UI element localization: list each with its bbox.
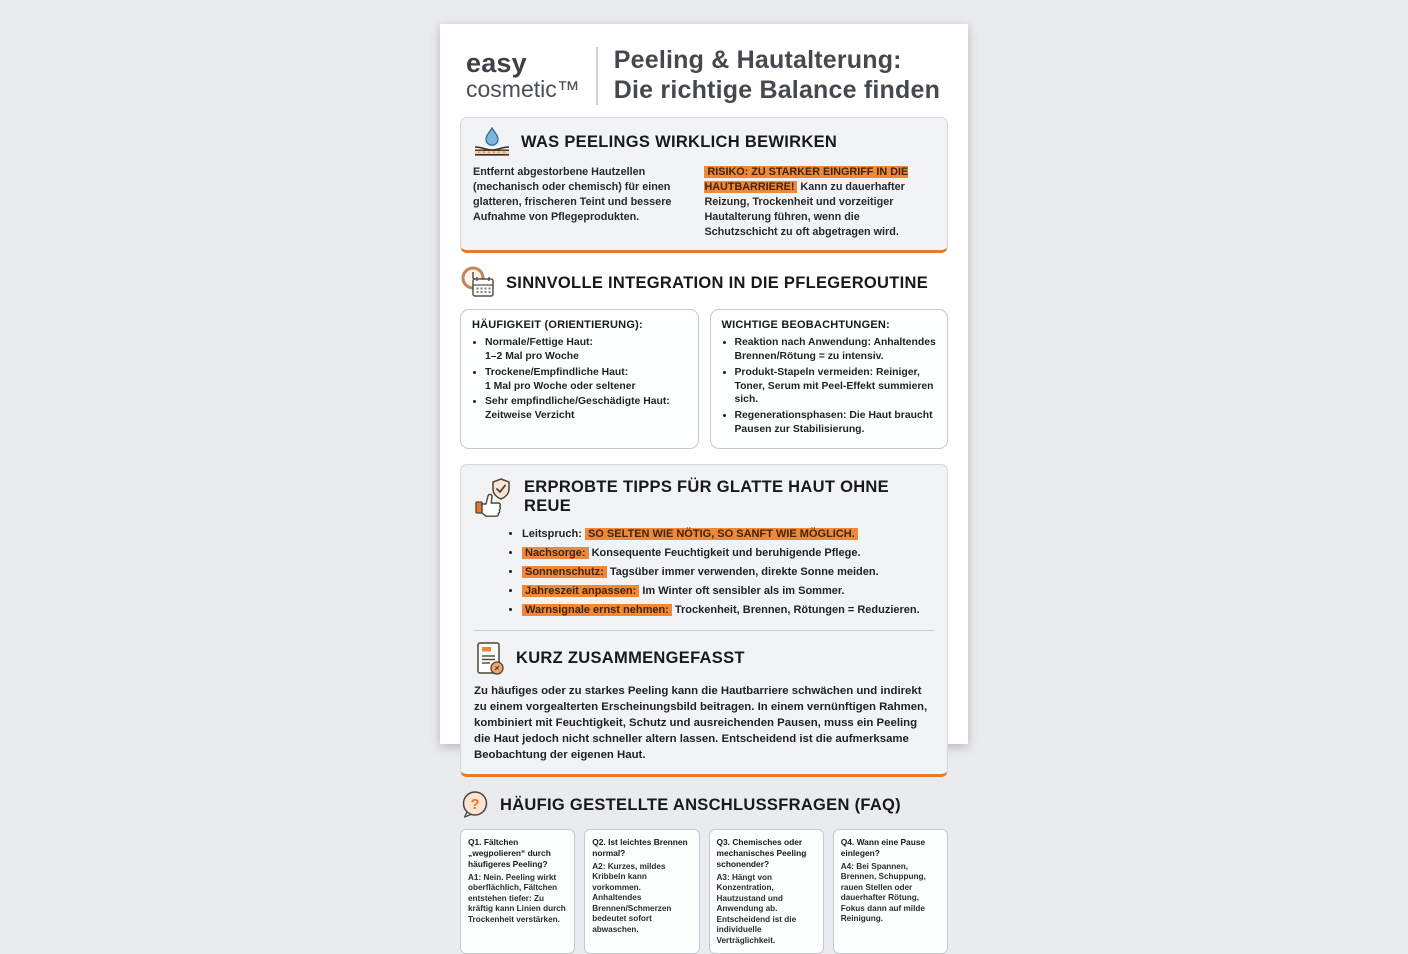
risk-highlight: RISIKO: ZU STARKER EINGRIFF IN DIE HAUTBARRIERE! <box>704 166 909 193</box>
list-item: • Sehr empfindliche/Geschädigte Haut: Zeitweise Verzicht <box>485 395 687 422</box>
faq-question: Q4. Wann eine Pause einlegen? <box>840 837 926 859</box>
faq-question: Q1. Fältchen „wegpolieren“ durch häufigeres Peeling? <box>468 837 551 869</box>
section-divider <box>474 630 934 631</box>
faq-card-3 <box>709 829 824 954</box>
section-effects-title: WAS PEELINGS WIRKLICH BEWIRKEN <box>521 132 838 151</box>
list-item: • Warnsignale ernst nehmen: Trockenheit, Brennen, Rötungen = Reduzieren. <box>522 603 934 619</box>
section-effects-header <box>473 127 935 157</box>
faq-answer: A2: Kurzes, mildes Kribbeln kann vorkommen. Anhaltendes Brennen/Schmerzen bedeutet sofort abwaschen. <box>592 861 672 934</box>
tips-list <box>522 527 934 619</box>
brand-name-top: easy <box>466 48 527 78</box>
page-title <box>614 46 940 105</box>
thumbs-up-shield-icon <box>474 476 514 518</box>
section-faq-title: HÄUFIG GESTELLTE ANSCHLUSSFRAGEN (FAQ) <box>500 795 901 814</box>
brand-name-bottom: cosmetic™ <box>466 75 580 102</box>
effects-benefit-text: Entfernt abgestorbene Hautzellen (mechanisch oder chemisch) für einen glatteren, frischeren Teint und bessere Aufnahme von Pflegeprodukten. <box>473 166 672 223</box>
faq-question: Q2. Ist leichtes Brennen normal? <box>592 837 688 859</box>
infographic-card <box>440 24 968 945</box>
brand-logo <box>466 50 580 101</box>
observations-box <box>710 309 949 448</box>
frequency-box-title: HÄUFIGKEIT (ORIENTIERUNG): <box>472 319 643 332</box>
section-effects <box>460 117 948 253</box>
faq-card-4 <box>833 829 948 954</box>
question-bubble-icon <box>460 790 490 820</box>
faq-answer: A1: Nein. Peeling wirkt oberflächlich, Fältchen entstehen tiefer: Zu kräftig kann Linien durch Trockenheit verstärken. <box>468 872 566 924</box>
observations-box-title: WICHTIGE BEOBACHTUNGEN: <box>721 319 890 332</box>
section-routine-header <box>460 266 948 300</box>
faq-card-1 <box>460 829 575 954</box>
clock-calendar-icon <box>460 266 496 300</box>
faq-card-2 <box>584 829 699 954</box>
frequency-box <box>460 309 699 448</box>
section-faq <box>460 790 948 954</box>
water-drop-skin-layers-icon <box>473 127 511 157</box>
page-title-line1: Peeling & Hautalterung: <box>613 46 902 74</box>
document-note-icon <box>474 641 506 677</box>
header-divider <box>596 47 598 105</box>
list-item: • Normale/Fettige Haut: 1–2 Mal pro Woche <box>485 336 687 363</box>
list-item: • Regenerationsphasen: Die Haut braucht Pausen zur Stabilisierung. <box>735 409 937 436</box>
frequency-list <box>485 336 687 422</box>
summary-text: Zu häufiges oder zu starkes Peeling kann die Hautbarriere schwächen und indirekt zu einem vorgealterten Erscheinungsbild beitragen. In einem vernünftigen Rahmen, kombiniert mit Feuchtigkeit, Schutz und ausreichenden Pausen, muss ein Peeling die Haut jedoch nicht schneller altern lassen. Entscheidend ist die aufmerksame Beobachtung der eigenen Haut. <box>474 684 928 761</box>
page-title-line2: Die richtige Balance finden <box>613 75 941 104</box>
section-summary-title: KURZ ZUSAMMENGEFASST <box>516 649 745 668</box>
effects-risk-text <box>704 165 935 239</box>
section-summary-header <box>474 641 934 677</box>
section-tips-header <box>474 476 934 518</box>
faq-cards <box>460 829 948 954</box>
risk-rest: Kann zu dauerhafter Reizung, Trockenheit und vorzeitiger Hautalterung führen, wenn die Schutzschicht zu oft abgetragen wird. <box>704 180 905 238</box>
faq-answer: A4: Bei Spannen, Brennen, Schuppung, rauen Stellen oder dauerhafter Rötung, Fokus dann auf milde Reinigung. <box>840 861 926 924</box>
header <box>460 42 948 115</box>
list-item: • Nachsorge: Konsequente Feuchtigkeit und beruhigende Pflege. <box>522 546 934 562</box>
list-item: • Produkt-Stapeln vermeiden: Reiniger, Toner, Serum mit Peel-Effekt summieren sich. <box>735 366 937 407</box>
faq-answer: A3: Hängt von Konzentration, Hautzustand und Anwendung ab. Entscheidend ist die individuelle Verträglichkeit. <box>716 872 797 945</box>
section-routine-title: SINNVOLLE INTEGRATION IN DIE PFLEGEROUTINE <box>506 273 929 292</box>
faq-question: Q3. Chemisches oder mechanisches Peeling schonender? <box>716 837 807 869</box>
list-item: • Sonnenschutz: Tagsüber immer verwenden, direkte Sonne meiden. <box>522 565 934 581</box>
section-faq-header <box>460 790 948 820</box>
list-item: • Reaktion nach Anwendung: Anhaltendes Brennen/Rötung = zu intensiv. <box>735 336 937 363</box>
section-tips-summary <box>460 464 948 778</box>
list-item: • Jahreszeit anpassen: Im Winter oft sensibler als im Sommer. <box>522 584 934 600</box>
list-item: • Leitspruch: SO SELTEN WIE NÖTIG, SO SANFT WIE MÖGLICH. <box>522 527 934 543</box>
section-tips-title: ERPROBTE TIPPS FÜR GLATTE HAUT OHNE REUE <box>524 477 889 515</box>
observations-list <box>735 336 937 436</box>
list-item: • Trockene/Empfindliche Haut: 1 Mal pro Woche oder seltener <box>485 366 687 393</box>
svg-text:?: ? <box>470 796 480 814</box>
section-routine <box>460 266 948 448</box>
